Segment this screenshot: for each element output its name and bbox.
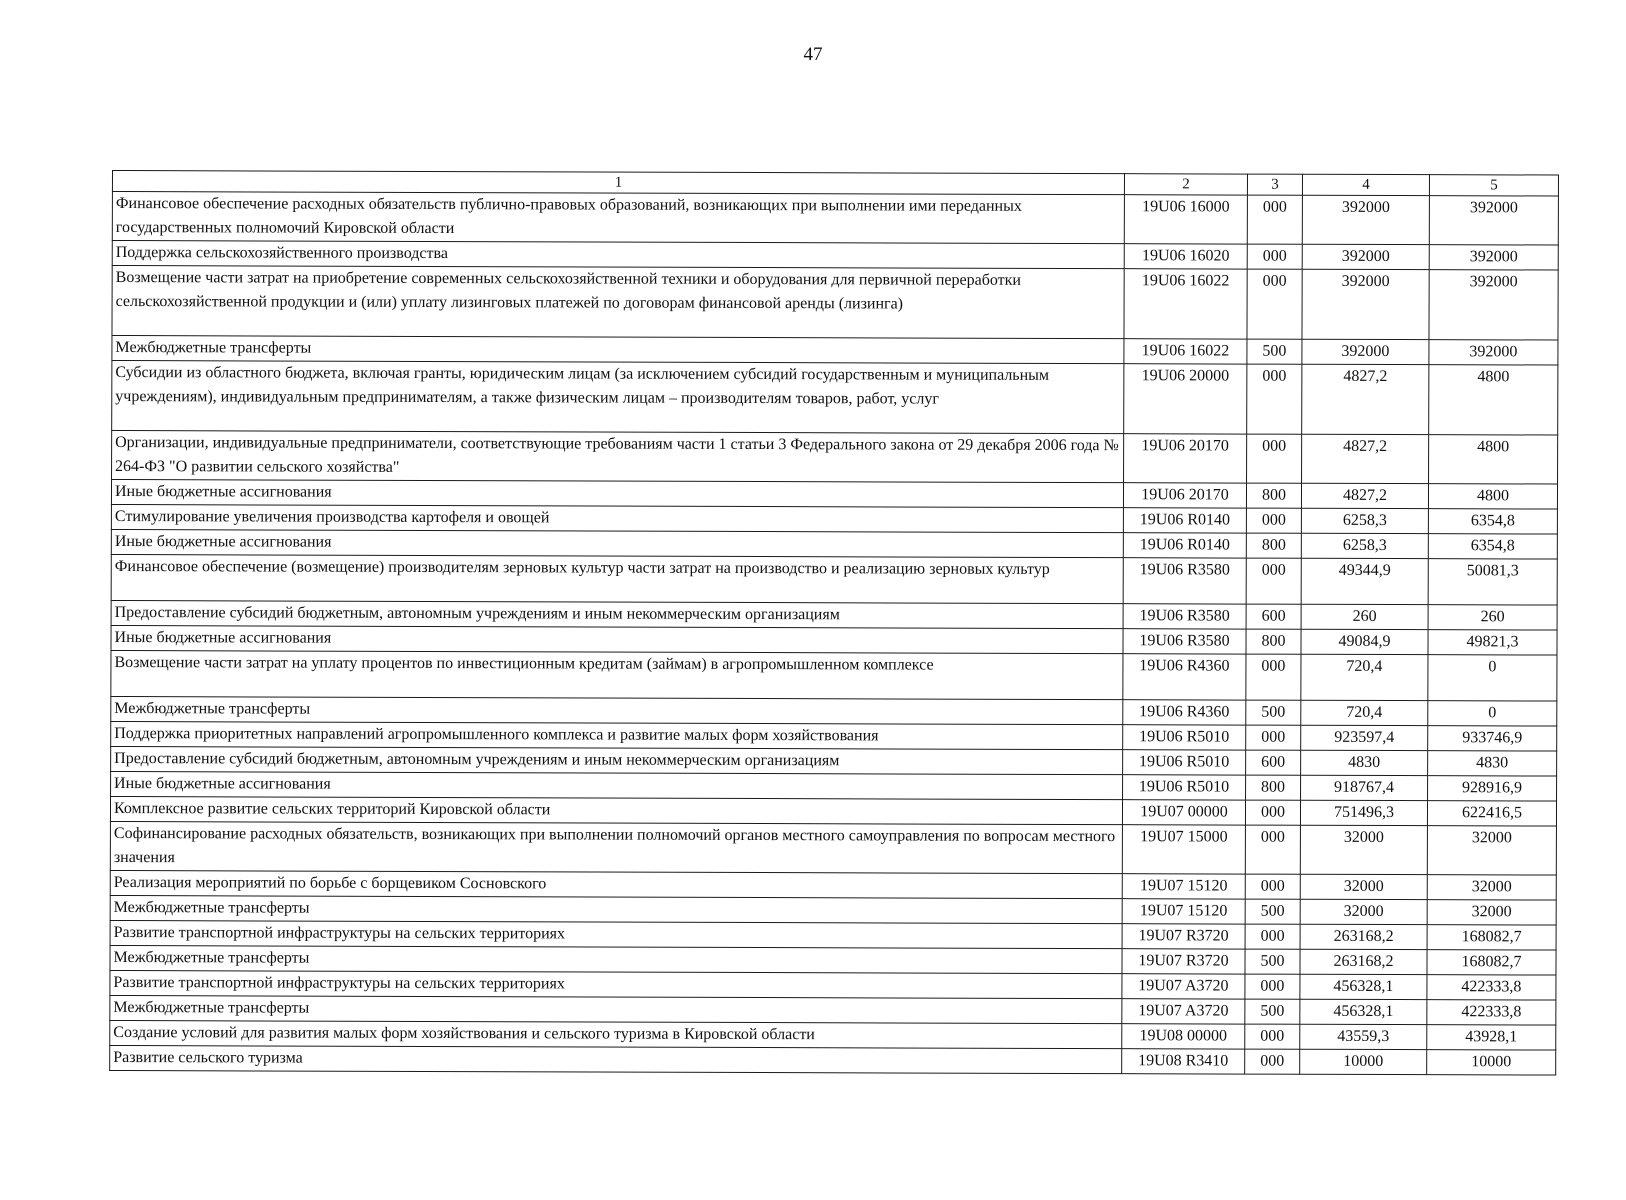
column-header: 4 <box>1302 174 1429 195</box>
row-code: 19U06 R0140 <box>1123 508 1246 533</box>
row-amount-year2: 4800 <box>1429 365 1558 435</box>
row-code: 19U07 A3720 <box>1122 974 1245 999</box>
row-expense-type: 000 <box>1246 654 1301 700</box>
table-row <box>110 821 1556 875</box>
row-amount-year2: 0 <box>1428 701 1557 726</box>
row-expense-type: 000 <box>1246 725 1301 750</box>
table-row <box>111 721 1557 751</box>
row-name: Иные бюджетные ассигнования <box>111 480 1123 508</box>
table-row <box>110 1045 1556 1075</box>
row-amount-year1: 4827,2 <box>1301 483 1428 508</box>
row-code: 19U06 16000 <box>1124 195 1247 244</box>
row-amount-year2: 392000 <box>1429 196 1558 245</box>
row-name: Межбюджетные трансферты <box>110 995 1122 1023</box>
row-code: 19U07 15120 <box>1122 874 1245 899</box>
row-name: Предоставление субсидий бюджетным, автономным учреждениям и иным некоммерческим организациям <box>111 746 1123 774</box>
table-row <box>111 600 1557 630</box>
row-amount-year2: 43928,1 <box>1427 1025 1556 1050</box>
row-name: Финансовое обеспечение (возмещение) производителям зерновых культур части затрат на производство и реализацию зерновых культур <box>111 554 1123 603</box>
row-amount-year1: 923597,4 <box>1301 725 1428 750</box>
table-row <box>110 1020 1556 1050</box>
table-row <box>111 650 1557 701</box>
row-code: 19U06 16022 <box>1124 269 1247 339</box>
table-row <box>111 480 1557 510</box>
row-expense-type: 000 <box>1246 558 1301 604</box>
row-amount-year1: 49084,9 <box>1301 629 1428 654</box>
row-name: Комплексное развитие сельских территорий Кировской области <box>110 796 1122 824</box>
row-expense-type: 800 <box>1246 483 1301 508</box>
row-code: 19U06 R5010 <box>1123 750 1246 775</box>
row-code: 19U06 R4360 <box>1123 654 1246 700</box>
row-amount-year1: 32000 <box>1300 899 1427 924</box>
row-name: Субсидии из областного бюджета, включая гранты, юридическим лицам (за исключением субсидий государственным и муниципальным учреждениям), индивидуальным предпринимателям, а также физическим лицам – производителям товаров, работ, услуг <box>112 361 1124 434</box>
row-expense-type: 800 <box>1246 775 1301 800</box>
row-amount-year2: 422333,8 <box>1427 1000 1556 1025</box>
page-number: 47 <box>803 44 823 65</box>
row-code: 19U06 20170 <box>1123 483 1246 508</box>
row-name: Создание условий для развития малых форм хозяйствования и сельского туризма в Кировской области <box>110 1020 1122 1048</box>
row-name: Возмещение части затрат на уплату процентов по инвестиционным кредитам (займам) в агропромышленном комплексе <box>111 650 1123 699</box>
row-name: Иные бюджетные ассигнования <box>111 771 1123 799</box>
row-amount-year1: 260 <box>1301 604 1428 629</box>
row-name: Развитие транспортной инфраструктуры на сельских территориях <box>110 970 1122 998</box>
row-code: 19U06 20000 <box>1124 364 1247 434</box>
row-code: 19U07 00000 <box>1122 800 1245 825</box>
row-amount-year1: 10000 <box>1300 1049 1427 1074</box>
row-amount-year1: 456328,1 <box>1300 999 1427 1024</box>
table-row <box>110 870 1556 900</box>
row-code: 19U06 R3580 <box>1123 604 1246 629</box>
row-amount-year2: 50081,3 <box>1428 559 1557 605</box>
row-expense-type: 000 <box>1247 364 1302 434</box>
row-amount-year1: 4827,2 <box>1302 434 1429 483</box>
row-name: Стимулирование увеличения производства картофеля и овощей <box>111 504 1123 532</box>
table-row <box>110 796 1556 826</box>
row-name: Межбюджетные трансферты <box>111 696 1123 724</box>
row-amount-year1: 392000 <box>1302 339 1429 364</box>
table-row <box>111 746 1557 776</box>
row-amount-year1: 392000 <box>1302 244 1429 269</box>
row-expense-type: 000 <box>1246 508 1301 533</box>
row-amount-year2: 32000 <box>1427 900 1556 925</box>
table-row <box>112 192 1558 246</box>
row-amount-year2: 4800 <box>1428 484 1557 509</box>
row-expense-type: 000 <box>1247 195 1302 244</box>
row-amount-year2: 392000 <box>1429 340 1558 365</box>
row-expense-type: 800 <box>1246 629 1301 654</box>
table-row <box>110 920 1556 950</box>
row-name: Предоставление субсидий бюджетным, автономным учреждениям и иным некоммерческим организациям <box>111 600 1123 628</box>
table-row <box>112 431 1558 485</box>
row-expense-type: 000 <box>1247 244 1302 269</box>
table-row <box>112 266 1558 341</box>
row-code: 19U06 R3580 <box>1123 629 1246 654</box>
row-amount-year2: 260 <box>1428 605 1557 630</box>
row-amount-year2: 4800 <box>1429 435 1558 484</box>
row-code: 19U06 R4360 <box>1123 700 1246 725</box>
row-name: Организации, индивидуальные предприниматели, соответствующие требованиям части 1 статьи 3 Федерального закона от 29 декабря 2006 года № 264-ФЗ "О развитии сельского хозяйства" <box>112 431 1124 483</box>
row-expense-type: 000 <box>1247 434 1302 483</box>
row-amount-year2: 168082,7 <box>1427 925 1556 950</box>
row-amount-year2: 6354,8 <box>1428 534 1557 559</box>
row-expense-type: 600 <box>1246 750 1301 775</box>
row-code: 19U06 16020 <box>1124 244 1247 269</box>
row-name: Иные бюджетные ассигнования <box>111 529 1123 557</box>
budget-table-container <box>109 170 1559 1076</box>
row-code: 19U07 15120 <box>1122 899 1245 924</box>
row-name: Возмещение части затрат на приобретение современных сельскохозяйственной техники и оборудования для первичной переработки сельскохозяйственной продукции и (или) уплату лизинговых платежей по договорам финансовой аренды (лизинга) <box>112 266 1124 339</box>
row-expense-type: 000 <box>1245 874 1300 899</box>
row-amount-year2: 392000 <box>1429 245 1558 270</box>
row-amount-year2: 392000 <box>1429 270 1558 340</box>
row-amount-year2: 4830 <box>1428 751 1557 776</box>
row-name: Межбюджетные трансферты <box>110 895 1122 923</box>
row-code: 19U06 R5010 <box>1123 775 1246 800</box>
row-expense-type: 000 <box>1245 1049 1300 1074</box>
row-expense-type: 000 <box>1245 1024 1300 1049</box>
row-amount-year1: 392000 <box>1302 195 1429 244</box>
row-expense-type: 800 <box>1246 533 1301 558</box>
row-amount-year1: 32000 <box>1300 825 1427 874</box>
row-name: Финансовое обеспечение расходных обязательств публично-правовых образований, возникающих при выполнении ими переданных государственных полномочий Кировской области <box>112 192 1124 244</box>
row-amount-year2: 32000 <box>1427 826 1556 875</box>
row-amount-year2: 32000 <box>1427 875 1556 900</box>
table-row <box>110 970 1556 1000</box>
row-name: Поддержка сельскохозяйственного производства <box>112 241 1124 269</box>
row-name: Межбюджетные трансферты <box>110 945 1122 973</box>
row-code: 19U08 R3410 <box>1122 1049 1245 1074</box>
row-name: Иные бюджетные ассигнования <box>111 625 1123 653</box>
row-amount-year1: 720,4 <box>1301 654 1428 700</box>
row-expense-type: 500 <box>1245 999 1300 1024</box>
row-name: Реализация мероприятий по борьбе с борщевиком Сосновского <box>110 870 1122 898</box>
row-code: 19U06 R0140 <box>1123 533 1246 558</box>
row-amount-year1: 720,4 <box>1301 700 1428 725</box>
row-amount-year2: 622416,5 <box>1427 801 1556 826</box>
row-code: 19U07 15000 <box>1122 825 1245 874</box>
row-expense-type: 600 <box>1246 604 1301 629</box>
table-row <box>111 771 1557 801</box>
table-row <box>111 554 1557 605</box>
row-amount-year1: 392000 <box>1302 269 1429 339</box>
row-code: 19U07 R3720 <box>1122 924 1245 949</box>
row-amount-year2: 168082,7 <box>1427 950 1556 975</box>
row-amount-year1: 4830 <box>1301 750 1428 775</box>
column-header: 5 <box>1429 175 1558 196</box>
budget-table <box>109 170 1559 1076</box>
row-code: 19U08 00000 <box>1122 1024 1245 1049</box>
row-name: Развитие сельского туризма <box>110 1045 1122 1073</box>
row-amount-year2: 49821,3 <box>1428 630 1557 655</box>
column-header: 2 <box>1124 174 1247 195</box>
row-amount-year1: 6258,3 <box>1301 508 1428 533</box>
row-name: Поддержка приоритетных направлений агропромышленного комплекса и развитие малых форм хозяйствования <box>111 721 1123 749</box>
row-amount-year1: 263168,2 <box>1300 924 1427 949</box>
row-amount-year1: 918767,4 <box>1301 775 1428 800</box>
row-amount-year2: 422333,8 <box>1427 975 1556 1000</box>
row-code: 19U06 R5010 <box>1123 725 1246 750</box>
row-expense-type: 500 <box>1246 700 1301 725</box>
row-code: 19U07 A3720 <box>1122 999 1245 1024</box>
row-code: 19U06 R3580 <box>1123 558 1246 604</box>
row-code: 19U06 20170 <box>1124 434 1247 483</box>
row-amount-year1: 4827,2 <box>1302 364 1429 434</box>
row-amount-year1: 49344,9 <box>1301 558 1428 604</box>
row-amount-year1: 751496,3 <box>1300 800 1427 825</box>
row-name: Межбюджетные трансферты <box>112 336 1124 364</box>
row-amount-year1: 263168,2 <box>1300 949 1427 974</box>
row-expense-type: 000 <box>1245 825 1300 874</box>
row-name: Софинансирование расходных обязательств, возникающих при выполнении полномочий органов местного самоуправления по вопросам местного значения <box>110 821 1122 873</box>
column-header: 3 <box>1247 174 1302 195</box>
row-amount-year1: 32000 <box>1300 874 1427 899</box>
row-expense-type: 000 <box>1245 800 1300 825</box>
row-amount-year2: 933746,9 <box>1428 726 1557 751</box>
row-amount-year2: 10000 <box>1427 1050 1556 1075</box>
row-amount-year1: 456328,1 <box>1300 974 1427 999</box>
row-amount-year2: 6354,8 <box>1428 509 1557 534</box>
row-name: Развитие транспортной инфраструктуры на сельских территориях <box>110 920 1122 948</box>
budget-table-body <box>110 192 1559 1076</box>
table-row <box>111 504 1557 534</box>
row-expense-type: 500 <box>1247 339 1302 364</box>
column-header: 1 <box>112 171 1124 195</box>
row-expense-type: 500 <box>1245 899 1300 924</box>
row-expense-type: 500 <box>1245 949 1300 974</box>
row-amount-year1: 6258,3 <box>1301 533 1428 558</box>
table-row <box>111 529 1557 559</box>
row-amount-year2: 928916,9 <box>1428 776 1557 801</box>
row-code: 19U06 16022 <box>1124 339 1247 364</box>
table-row <box>112 241 1558 271</box>
row-amount-year1: 43559,3 <box>1300 1024 1427 1049</box>
row-expense-type: 000 <box>1245 974 1300 999</box>
row-amount-year2: 0 <box>1428 655 1557 701</box>
row-expense-type: 000 <box>1245 924 1300 949</box>
row-expense-type: 000 <box>1247 269 1302 339</box>
row-code: 19U07 R3720 <box>1122 949 1245 974</box>
table-row <box>112 361 1558 436</box>
table-row <box>111 625 1557 655</box>
